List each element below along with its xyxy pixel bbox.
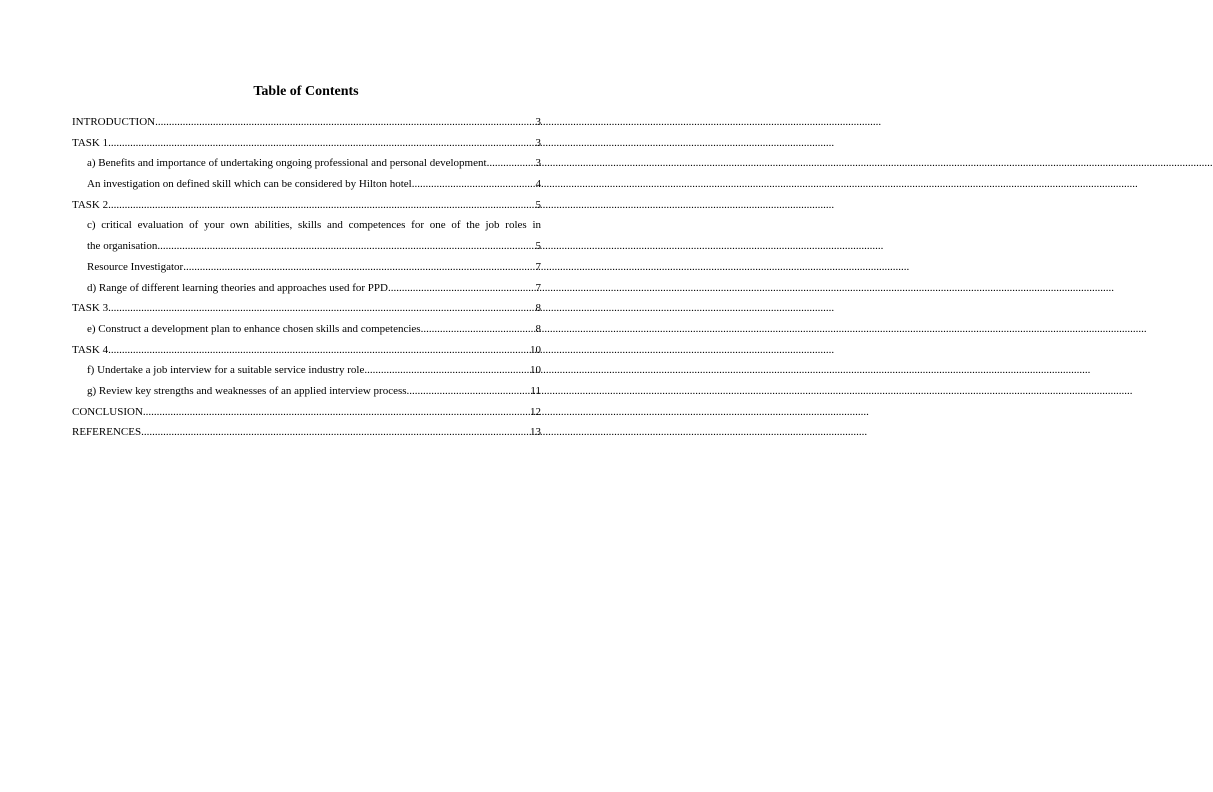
dot-leader bbox=[108, 133, 535, 154]
dot-leader bbox=[421, 319, 536, 340]
toc-entry-introduction[interactable] bbox=[72, 112, 541, 133]
toc-entry-label: TASK 1 bbox=[72, 136, 109, 149]
toc-entry-benefits-ppd[interactable] bbox=[72, 153, 541, 174]
toc-entry-label: INTRODUCTION bbox=[72, 116, 156, 128]
toc-entry-label: d) Range of different learning theories and approaches used for PPD bbox=[87, 281, 388, 294]
dot-leader bbox=[183, 257, 535, 278]
toc-entry-critical-evaluation[interactable] bbox=[72, 236, 541, 257]
toc-entry-label: An investigation on defined skill which can be considered by Hilton hotel bbox=[87, 178, 412, 191]
dot-leader bbox=[412, 174, 536, 195]
toc-entry-page: 10 bbox=[530, 364, 541, 377]
toc-entry-label: TASK 4 bbox=[72, 343, 109, 356]
toc-entry-task-4[interactable] bbox=[72, 340, 541, 361]
toc-entry-page: 10 bbox=[530, 343, 541, 356]
toc-entry-label: f) Undertake a job interview for a suitable service industry role bbox=[87, 364, 365, 377]
toc-entry-label: g) Review key strengths and weaknesses of an applied interview process bbox=[87, 384, 407, 397]
toc-entry-learning-theories[interactable] bbox=[72, 278, 541, 299]
toc-entry-page: 3 bbox=[535, 157, 541, 170]
toc-entry-page: 3 bbox=[535, 136, 541, 149]
toc-entry-references[interactable] bbox=[72, 422, 541, 443]
dot-leader bbox=[141, 422, 530, 443]
dot-leader bbox=[155, 112, 535, 133]
dot-leader bbox=[143, 402, 530, 423]
toc-entry-page: 5 bbox=[535, 240, 541, 253]
toc-entry-label: e) Construct a development plan to enhance chosen skills and competencies bbox=[87, 322, 421, 335]
toc-entry-development-plan[interactable] bbox=[72, 319, 541, 340]
toc-entry-page: 3 bbox=[535, 116, 541, 128]
toc-entry-page: 4 bbox=[535, 178, 541, 191]
toc-entry-label: REFERENCES bbox=[72, 426, 142, 439]
toc-title: Table of Contents bbox=[253, 84, 359, 99]
toc-entry-page: 13 bbox=[530, 426, 541, 439]
toc-entry-label-line-1: c) critical evaluation of your own abilities, skills and competences for one of the job roles in bbox=[87, 219, 541, 232]
toc-entry-page: 12 bbox=[530, 405, 541, 418]
dot-leader bbox=[108, 340, 530, 361]
toc-entry-conclusion[interactable] bbox=[72, 402, 541, 423]
toc-entry-label: TASK 3 bbox=[72, 302, 109, 315]
dot-leader bbox=[364, 360, 530, 381]
toc-entry-critical-evaluation-line-1[interactable] bbox=[72, 215, 541, 236]
toc-entry-page: 8 bbox=[535, 302, 541, 315]
toc-entry-skill-investigation[interactable] bbox=[72, 174, 541, 195]
dot-leader bbox=[407, 381, 531, 402]
toc-entry-page: 8 bbox=[535, 322, 541, 335]
toc-entry-label: a) Benefits and importance of undertaking ongoing professional and personal development bbox=[87, 157, 487, 170]
dot-leader bbox=[487, 153, 536, 174]
toc-entry-task-2[interactable] bbox=[72, 195, 541, 216]
toc-entry-interview-review[interactable] bbox=[72, 381, 541, 402]
toc-entry-resource-investigator[interactable] bbox=[72, 257, 541, 278]
toc-entry-task-1[interactable] bbox=[72, 133, 541, 154]
dot-leader bbox=[388, 278, 536, 299]
toc-entry-page: 5 bbox=[535, 198, 541, 211]
toc-entry-label: Resource Investigator bbox=[87, 260, 184, 273]
toc-entry-page: 7 bbox=[535, 281, 541, 294]
dot-leader bbox=[108, 195, 535, 216]
toc-entry-job-interview[interactable] bbox=[72, 360, 541, 381]
table-of-contents bbox=[72, 112, 541, 443]
toc-entry-page: 7 bbox=[535, 260, 541, 273]
dot-leader bbox=[157, 236, 535, 257]
toc-entry-label: TASK 2 bbox=[72, 198, 109, 211]
toc-entry-page: 11 bbox=[530, 384, 541, 397]
toc-entry-label: the organisation bbox=[87, 240, 158, 253]
toc-entry-label: CONCLUSION bbox=[72, 405, 143, 418]
dot-leader bbox=[108, 298, 535, 319]
toc-entry-task-3[interactable] bbox=[72, 298, 541, 319]
